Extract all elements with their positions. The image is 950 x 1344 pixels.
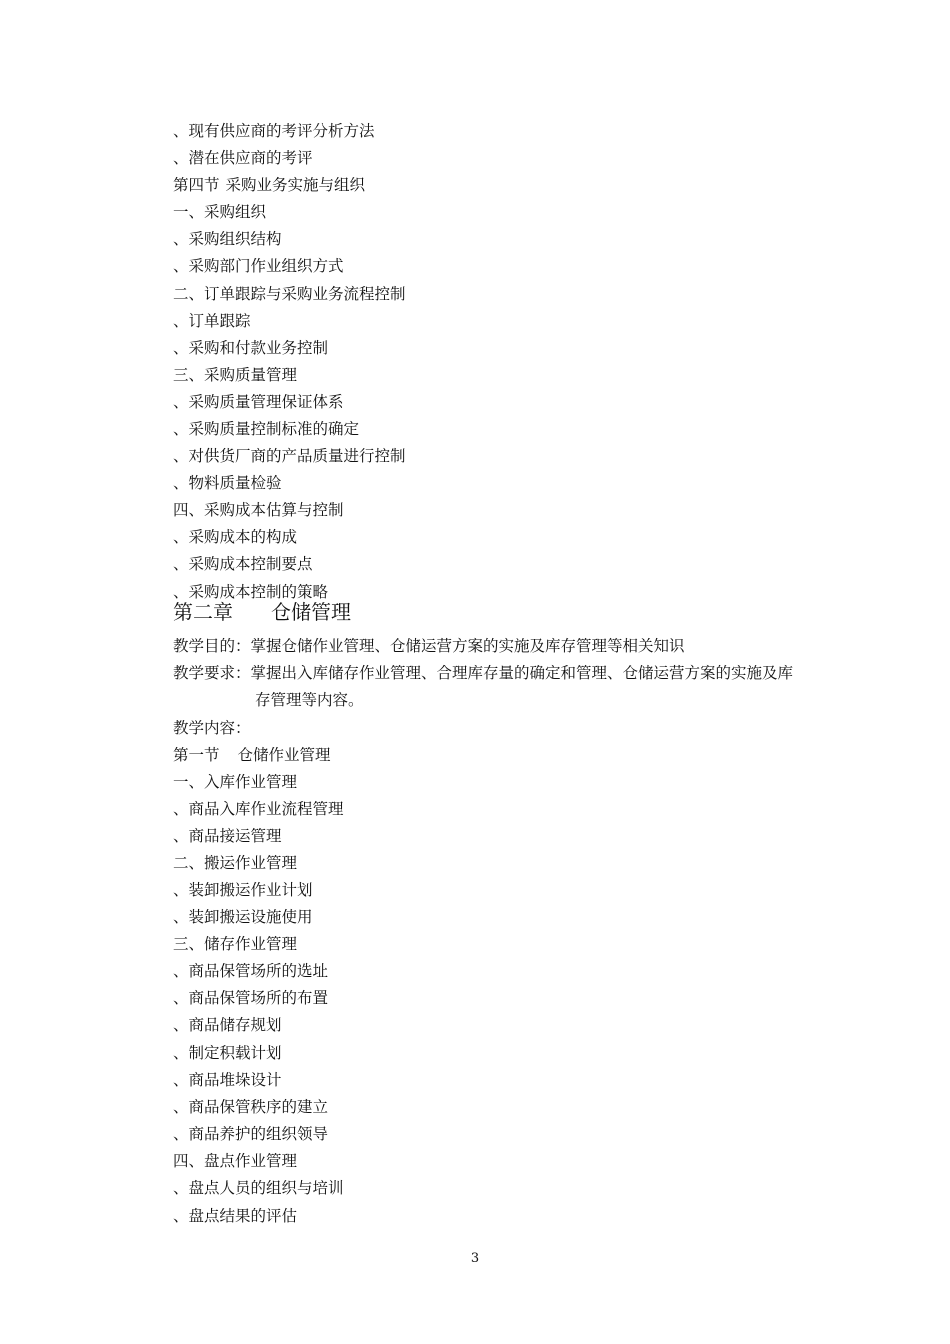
list-item: 、商品养护的组织领导 — [173, 1125, 329, 1143]
list-item: 、采购部门作业组织方式 — [173, 257, 344, 275]
list-item: 、装卸搬运作业计划 — [173, 881, 313, 899]
list-item: 、商品保管秩序的建立 — [173, 1098, 329, 1116]
list-item: 、商品接运管理 — [173, 827, 282, 845]
subsection-heading: 二、订单跟踪与采购业务流程控制 — [173, 285, 406, 303]
list-item: 、商品储存规划 — [173, 1016, 282, 1034]
list-item: 、装卸搬运设施使用 — [173, 908, 313, 926]
chapter-title: 仓储管理 — [271, 600, 351, 624]
section-label: 第四节 — [173, 176, 220, 194]
chapter-label: 第二章 — [173, 600, 233, 624]
section-heading — [173, 745, 331, 765]
list-item: 、订单跟踪 — [173, 312, 251, 330]
list-item: 、商品保管场所的布置 — [173, 989, 329, 1007]
list-item: 、商品入库作业流程管理 — [173, 800, 344, 818]
list-item: 、商品保管场所的选址 — [173, 962, 329, 980]
teaching-requirement: 教学要求：掌握出入库储存作业管理、合理库存量的确定和管理、仓储运营方案的实施及库 — [173, 664, 794, 682]
teaching-objective: 教学目的：掌握仓储作业管理、仓储运营方案的实施及库存管理等相关知识 — [173, 637, 685, 655]
subsection-heading: 二、搬运作业管理 — [173, 854, 298, 872]
list-item: 、采购成本的构成 — [173, 528, 298, 546]
section-title: 仓储作业管理 — [237, 746, 331, 764]
subsection-heading: 四、盘点作业管理 — [173, 1152, 298, 1170]
list-item: 、制定积载计划 — [173, 1044, 282, 1062]
list-item: 、盘点人员的组织与培训 — [173, 1179, 344, 1197]
list-item: 、潜在供应商的考评 — [173, 149, 313, 167]
list-item: 、采购成本控制的策略 — [173, 583, 329, 601]
section-title: 采购业务实施与组织 — [225, 176, 366, 194]
list-item: 、采购组织结构 — [173, 230, 282, 248]
list-item: 、盘点结果的评估 — [173, 1207, 298, 1225]
subsection-heading: 三、储存作业管理 — [173, 935, 298, 953]
list-item: 、商品堆垛设计 — [173, 1071, 282, 1089]
section-label: 第一节 — [173, 746, 220, 764]
list-item: 、采购质量管理保证体系 — [173, 393, 344, 411]
list-item: 、采购成本控制要点 — [173, 555, 313, 573]
teaching-requirement-continued: 存管理等内容。 — [255, 691, 364, 709]
subsection-heading: 四、采购成本估算与控制 — [173, 501, 344, 519]
chapter-heading — [173, 599, 351, 625]
list-item: 、现有供应商的考评分析方法 — [173, 122, 375, 140]
section-heading — [173, 175, 365, 195]
list-item: 、采购质量控制标准的确定 — [173, 420, 360, 438]
page-number: 3 — [470, 1251, 480, 1266]
list-item: 、物料质量检验 — [173, 474, 282, 492]
subsection-heading: 三、采购质量管理 — [173, 366, 298, 384]
teaching-content-label: 教学内容： — [173, 719, 251, 737]
list-item: 、采购和付款业务控制 — [173, 339, 329, 357]
list-item: 、对供货厂商的产品质量进行控制 — [173, 447, 406, 465]
subsection-heading: 一、采购组织 — [173, 203, 267, 221]
subsection-heading: 一、入库作业管理 — [173, 773, 298, 791]
